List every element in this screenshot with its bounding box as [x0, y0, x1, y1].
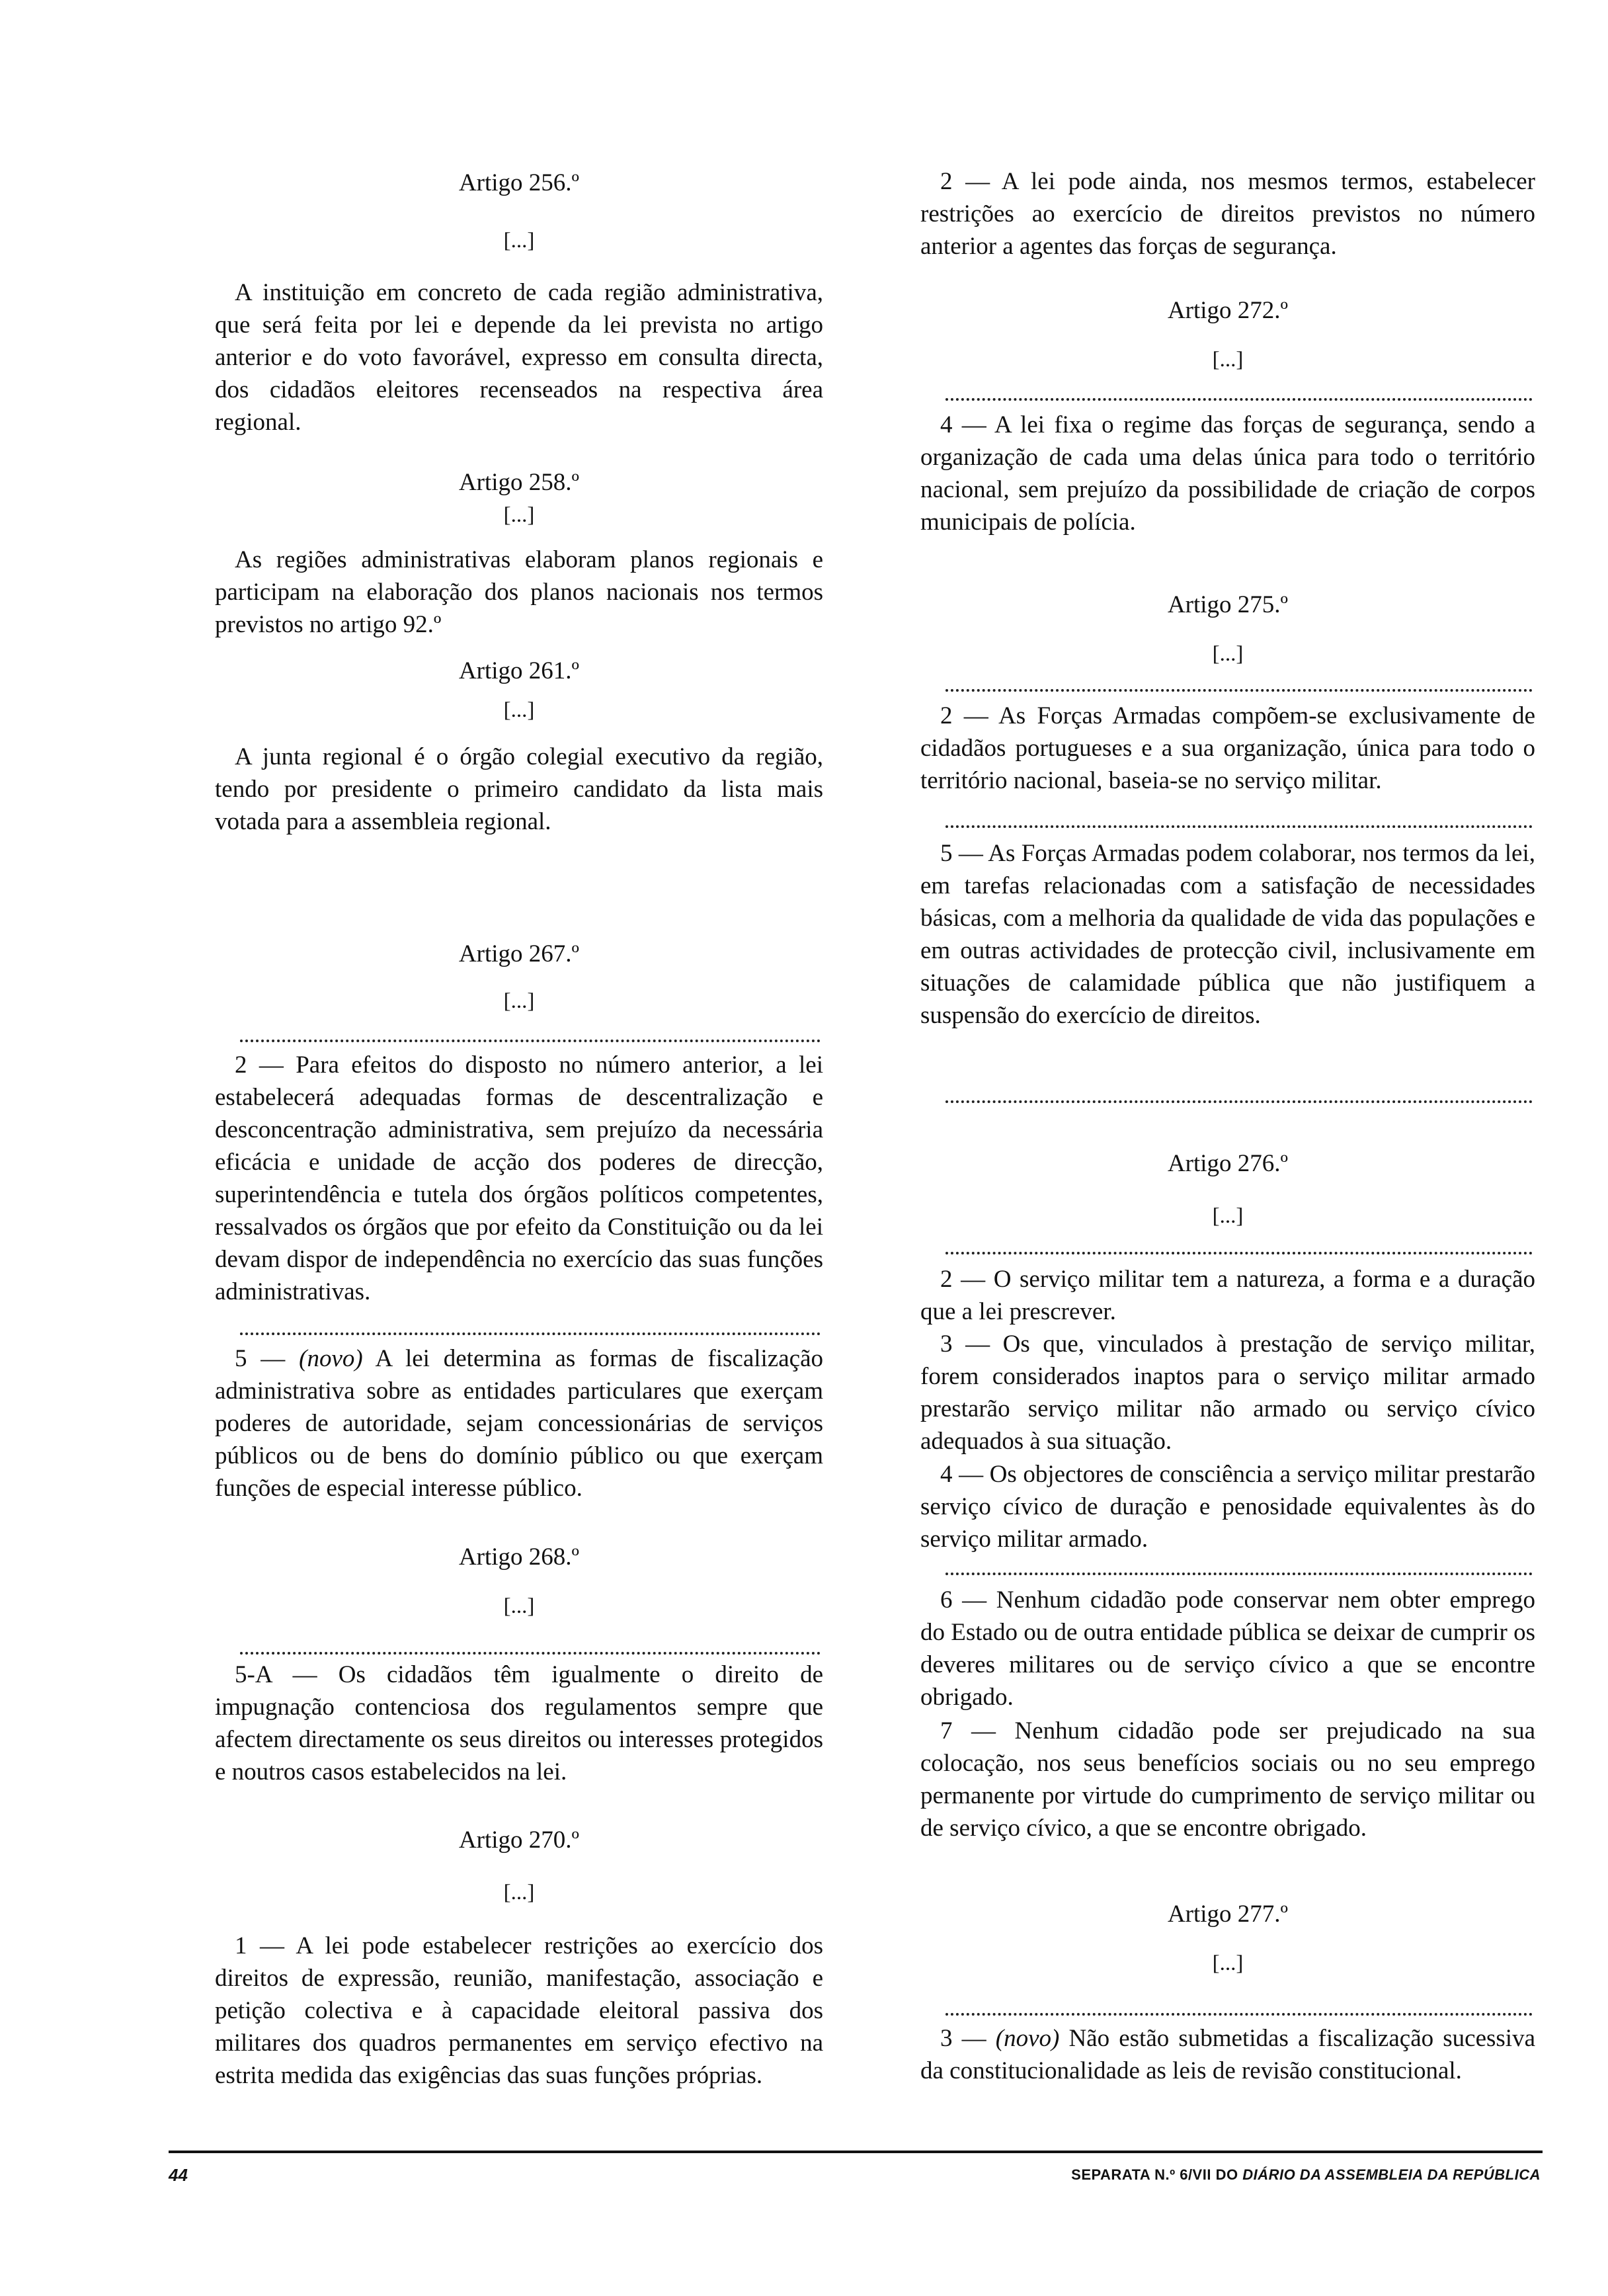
- article-268-ellipsis: [...]: [503, 1594, 535, 1618]
- item-number: 5 —: [235, 1345, 300, 1372]
- omission-dots: [945, 1100, 1533, 1103]
- article-276-item-4: 4 — Os objectores de consciência a serviço militar prestarão serviço cívico de duração e penosidade equivalentes às do serviço militar armado.: [920, 1461, 1535, 1553]
- article-270-item-1: 1 — A lei pode estabelecer restrições ao exercício dos direitos de expressão, reunião, manifestação, associação e petição colectiva e à capacidade eleitoral passiva dos militares dos quadros permanentes em serviço efectivo na estrita medida das exigências das suas funções próprias.: [215, 1932, 823, 2089]
- item-text: Não estão submetidas a fiscalização sucessiva da constitucionalidade as leis de revisão constitucional.: [920, 2025, 1535, 2084]
- article-267-heading: Artigo 267.º: [458, 940, 580, 967]
- omission-dots: [240, 1652, 821, 1655]
- article-258-heading: Artigo 258.º: [458, 469, 580, 496]
- article-268-item-5a: 5-A — Os cidadãos têm igualmente o direito de impugnação contenciosa dos regulamentos sempre que afectem directamente os seus direitos ou interesses protegidos e noutros casos estabelecidos na lei.: [215, 1661, 823, 1785]
- article-272-ellipsis: [...]: [1212, 348, 1244, 372]
- article-275-item-2: 2 — As Forças Armadas compõem-se exclusivamente de cidadãos portugueses e a sua organização, única para todo o território nacional, baseia-se no serviço militar.: [920, 702, 1535, 794]
- omission-dots: [945, 825, 1533, 828]
- omission-dots: [945, 398, 1533, 401]
- article-276-item-7: 7 — Nenhum cidadão pode ser prejudicado na sua colocação, nos seus benefícios sociais ou no seu emprego permanente por virtude do cumprimento de serviço militar ou de serviço cívico, a que se encontre obrigado.: [920, 1717, 1535, 1842]
- article-261-text: A junta regional é o órgão colegial executivo da região, tendo por presidente o primeiro candidato da lista mais votada para a assembleia regional.: [215, 743, 823, 835]
- article-267-item-5: [215, 1342, 823, 1504]
- article-267-ellipsis: [...]: [503, 989, 535, 1013]
- article-277-item-3: [920, 2022, 1535, 2087]
- novo-tag: (novo): [299, 1345, 363, 1372]
- article-258-text: As regiões administrativas elaboram planos regionais e participam na elaboração dos planos nacionais nos termos previstos no artigo 92.º: [215, 546, 823, 638]
- article-256-heading: Artigo 256.º: [458, 169, 580, 196]
- article-276-item-6: 6 — Nenhum cidadão pode conservar nem obter emprego do Estado ou de outra entidade pública se deixar de cumprir os deveres militares ou de serviço cívico a que se encontre obrigado.: [920, 1586, 1535, 1711]
- omission-dots: [945, 2013, 1533, 2016]
- omission-dots: [240, 1332, 821, 1335]
- article-270-ellipsis: [...]: [503, 1881, 535, 1905]
- omission-dots: [240, 1040, 821, 1042]
- article-276-item-2: 2 — O serviço militar tem a natureza, a forma e a duração que a lei prescrever.: [920, 1266, 1535, 1325]
- article-261-heading: Artigo 261.º: [458, 657, 580, 684]
- novo-tag: (novo): [995, 2025, 1060, 2052]
- article-268-heading: Artigo 268.º: [458, 1543, 580, 1571]
- article-261-ellipsis: [...]: [503, 698, 535, 722]
- article-272-item-4: 4 — A lei fixa o regime das forças de segurança, sendo a organização de cada uma delas única para todo o território nacional, sem prejuízo da possibilidade de criação de corpos municipais de polícia.: [920, 411, 1535, 536]
- article-256-text: A instituição em concreto de cada região administrativa, que será feita por lei e depende da lei prevista no artigo anterior e do voto favorável, expresso em consulta directa, dos cidadãos eleitores recenseados na respectiva área regional.: [215, 279, 823, 436]
- item-text: A lei determina as formas de fiscalização administrativa sobre as entidades particulares que exerçam poderes de autoridade, sejam concessionárias de serviços públicos ou de bens do domínio público ou que exerçam funções de especial interesse público.: [215, 1345, 823, 1502]
- article-277-ellipsis: [...]: [1212, 1951, 1244, 1975]
- publication-prefix: SEPARATA N.º 6/VII DO: [1071, 2166, 1243, 2183]
- article-275-heading: Artigo 275.º: [1167, 591, 1289, 618]
- article-275-ellipsis: [...]: [1212, 642, 1244, 666]
- article-276-ellipsis: [...]: [1212, 1204, 1244, 1228]
- article-256-ellipsis: [...]: [503, 229, 535, 253]
- publication-footer: [1071, 2166, 1541, 2184]
- omission-dots: [945, 1573, 1533, 1575]
- item-number: 3 —: [940, 2025, 996, 2052]
- omission-dots: [945, 689, 1533, 692]
- footer-rule: [169, 2151, 1543, 2153]
- article-272-heading: Artigo 272.º: [1167, 297, 1289, 324]
- page-number: 44: [169, 2165, 188, 2185]
- publication-title: DIÁRIO DA ASSEMBLEIA DA REPÚBLICA: [1242, 2166, 1541, 2183]
- article-276-item-3: 3 — Os que, vinculados à prestação de serviço militar, forem considerados inaptos para o serviço militar armado prestarão serviço militar não armado ou serviço cívico adequados à sua situação.: [920, 1331, 1535, 1455]
- article-267-item-2: 2 — Para efeitos do disposto no número anterior, a lei estabelecerá adequadas formas de descentralização e desconcentração administrativa, sem prejuízo da necessária eficácia e unidade de acção dos poderes de direcção, superintendência e tutela dos órgãos políticos competentes, ressalvados os órgãos que por efeito da Constituição ou da lei devam dispor de independência no exercício das suas funções administrativas.: [215, 1051, 823, 1305]
- article-270-heading: Artigo 270.º: [458, 1826, 580, 1854]
- article-258-ellipsis: [...]: [503, 503, 535, 527]
- article-275-item-5: 5 — As Forças Armadas podem colaborar, nos termos da lei, em tarefas relacionadas com a satisfação de necessidades básicas, com a melhoria da qualidade de vida das populações e em outras actividades de protecção civil, inclusivamente em situações de calamidade pública que não justifiquem a suspensão do exercício de direitos.: [920, 840, 1535, 1029]
- omission-dots: [945, 1252, 1533, 1254]
- article-277-heading: Artigo 277.º: [1167, 1901, 1289, 1928]
- article-270-item-2: 2 — A lei pode ainda, nos mesmos termos, estabelecer restrições ao exercício de direitos previstos no número anterior a agentes das forças de segurança.: [920, 168, 1535, 260]
- article-276-heading: Artigo 276.º: [1167, 1150, 1289, 1177]
